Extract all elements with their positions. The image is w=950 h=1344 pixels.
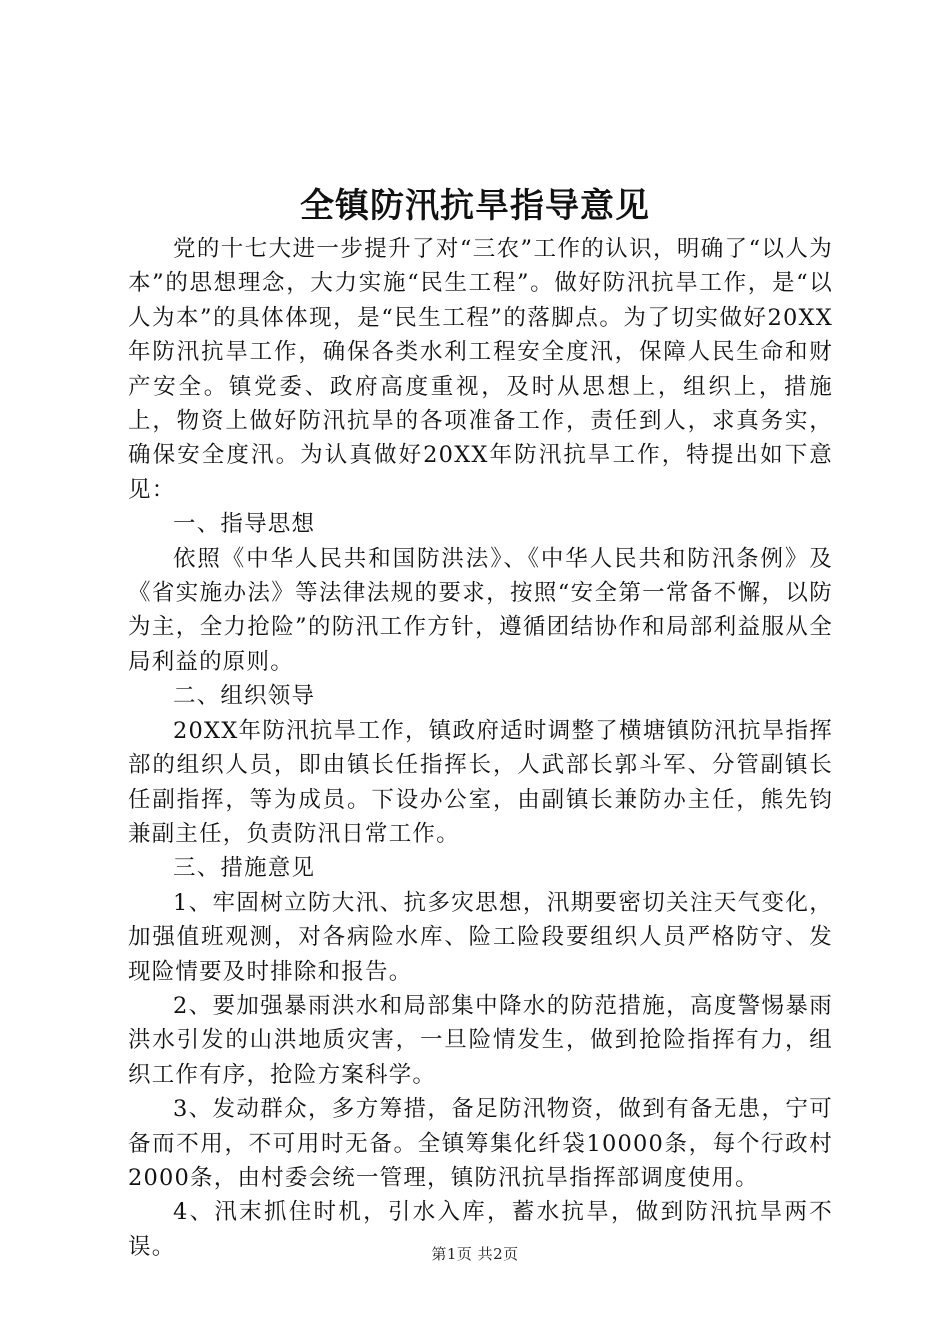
measure-item-4: 4、汛末抓住时机，引水入库，蓄水抗旱，做到防汛抗旱两不误。 <box>128 1199 833 1260</box>
section-heading-guiding-ideology: 一、指导思想 <box>173 511 316 538</box>
section-heading-organization: 二、组织领导 <box>173 683 316 710</box>
document-title: 全镇防汛抗旱指导意见 <box>300 186 650 226</box>
guiding-ideology-paragraph: 依照《中华人民共和国防洪法》、《中华人民共和防汛条例》及《省实施办法》等法律法规的要求，按照“安全第一常备不懈，以防为主，全力抢险”的防汛工作方针，遵循团结协作和局部利益服从全局利益的原则。 <box>128 545 833 675</box>
document-body <box>128 232 833 1264</box>
measure-item-3: 3、发动群众，多方筹措，备足防汛物资，做到有备无患，宁可备而不用，不可用时无备。全镇筹集化纤袋10000条，每个行政村2000条，由村委会统一管理，镇防汛抗旱指挥部调度使用。 <box>128 1096 833 1191</box>
organization-paragraph: 20XX年防汛抗旱工作，镇政府适时调整了横塘镇防汛抗旱指挥部的组织人员，即由镇长任指挥长，人武部长郭斗军、分管副镇长任副指挥，等为成员。下设办公室，由副镇长兼防办主任，熊先钧兼副主任，负责防汛日常工作。 <box>128 717 833 847</box>
measure-item-2: 2、要加强暴雨洪水和局部集中降水的防范措施，高度警惕暴雨洪水引发的山洪地质灾害，一旦险情发生，做到抢险指挥有力，组织工作有序，抢险方案科学。 <box>128 992 833 1088</box>
section-heading-measures: 三、措施意见 <box>173 855 316 882</box>
page-footer: 第1页 共2页 <box>431 1245 519 1263</box>
measure-item-1: 1、牢固树立防大汛、抗多灾思想，汛期要密切关注天气变化，加强值班观测，对各病险水库、险工险段要组织人员严格防守、发现险情要及时排除和报告。 <box>128 889 833 985</box>
intro-paragraph: 党的十七大进一步提升了对“三农”工作的认识，明确了“以人为本”的思想理念，大力实施“民生工程”。做好防汛抗旱工作，是“以人为本”的具体体现，是“民生工程”的落脚点。为了切实做好20XX年防汛抗旱工作，确保各类水利工程安全度汛，保障人民生命和财产安全。镇党委、政府高度重视，及时从思想上，组织上，措施上，物资上做好防汛抗旱的各项准备工作，责任到人，求真务实，确保安全度汛。为认真做好20XX年防汛抗旱工作，特提出如下意见： <box>128 236 833 503</box>
